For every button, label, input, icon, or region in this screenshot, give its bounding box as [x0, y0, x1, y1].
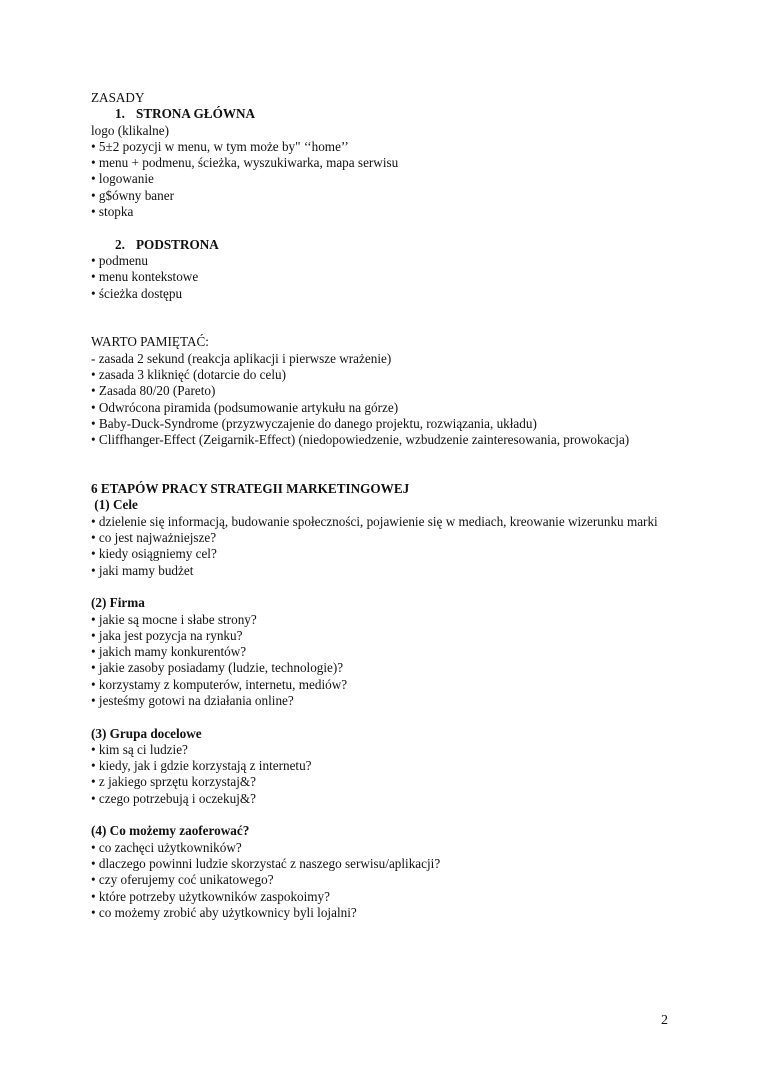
home-item-login: • logowanie — [91, 171, 154, 187]
home-item-menu-submenu: • menu + podmenu, ścieżka, wyszukiwarka, mapa serwisu — [91, 155, 399, 171]
spacer — [91, 579, 669, 595]
home-item-footer: • stopka — [91, 204, 134, 220]
target-group-heading: (3) Grupa docelowe — [91, 725, 202, 741]
strategy-heading: 6 ETAPÓW PRACY STRATEGII MARKETINGOWEJ — [91, 481, 410, 497]
spacer — [91, 302, 669, 335]
home-item-menu-count: • 5±2 pozycji w menu, w tym może by" ‘‘home’’ — [91, 138, 349, 154]
company-item-strengths: • jakie są mocne i słabe strony? — [91, 611, 257, 627]
subpage-item-breadcrumb: • ścieżka dostępu — [91, 285, 183, 301]
remember-item-2-seconds: - zasada 2 sekund (reakcja aplikacji i pierwsze wrażenie) — [91, 350, 392, 366]
subpage-item-submenu: • podmenu — [91, 252, 148, 268]
company-item-computers: • korzystamy z komputerów, internetu, mediów? — [91, 676, 348, 692]
target-item-when-how: • kiedy, jak i gdzie korzystają z internetu? — [91, 758, 312, 774]
offer-item-unique: • czy oferujemy coć unikatowego? — [91, 872, 274, 888]
home-heading — [91, 106, 669, 122]
spacer — [91, 709, 669, 725]
spacer — [91, 220, 669, 236]
company-item-online-ready: • jesteśmy gotowi na działania online? — [91, 692, 294, 708]
home-heading-number: 1. — [115, 106, 125, 122]
spacer — [91, 807, 669, 823]
goals-heading: (1) Cele — [91, 497, 138, 513]
remember-item-pyramid: • Odwrócona piramida (podsumowanie artykułu na górze) — [91, 399, 399, 415]
home-heading-text: STRONA GŁÓWNA — [136, 106, 256, 122]
remember-item-pareto: • Zasada 80/20 (Pareto) — [91, 383, 216, 399]
goals-item-sharing: • dzielenie się informacją, budowanie społeczności, pojawienie się w mediach, kreowanie wizerunku marki — [91, 513, 658, 529]
home-item-logo: logo (klikalne) — [91, 122, 170, 138]
company-item-competitors: • jakich mamy konkurentów? — [91, 644, 247, 660]
company-heading: (2) Firma — [91, 595, 145, 611]
subpage-item-context-menu: • menu kontekstowe — [91, 269, 199, 285]
target-item-who: • kim są ci ludzie? — [91, 741, 188, 757]
target-item-needs: • czego potrzebują i oczekuj&? — [91, 790, 256, 806]
subpage-heading-text: PODSTRONA — [136, 236, 219, 252]
page-number: 2 — [661, 1013, 668, 1028]
goals-item-most-important: • co jest najważniejsze? — [91, 530, 217, 546]
spacer — [91, 449, 669, 482]
goals-item-when: • kiedy osiągniemy cel? — [91, 546, 217, 562]
subpage-heading-number: 2. — [115, 236, 125, 252]
remember-item-cliffhanger: • Cliffhanger-Effect (Zeigarnik-Effect) (niedopowiedzenie, wzbudzenie zainteresowania, prowokacja) — [91, 432, 630, 448]
offer-item-encourage: • co zachęci użytkowników? — [91, 839, 242, 855]
rules-title: ZASADY — [91, 90, 145, 105]
document-page — [91, 90, 669, 921]
worth-remembering-heading: WARTO PAMIĘTAĆ: — [91, 334, 209, 350]
remember-item-baby-duck: • Baby-Duck-Syndrome (przyzwyczajenie do danego projektu, rozwiązania, układu) — [91, 415, 537, 431]
offer-item-needs-met: • które potrzeby użytkowników zaspokoimy? — [91, 888, 331, 904]
goals-item-budget: • jaki mamy budżet — [91, 562, 194, 578]
company-item-market-position: • jaka jest pozycja na rynku? — [91, 627, 243, 643]
offer-item-loyalty: • co możemy zrobić aby użytkownicy byli lojalni? — [91, 904, 357, 920]
offer-item-why-use: • dlaczego powinni ludzie skorzystać z naszego serwisu/aplikacji? — [91, 855, 441, 871]
home-item-banner: • g$ówny baner — [91, 187, 174, 203]
remember-item-3-clicks: • zasada 3 kliknięć (dotarcie do celu) — [91, 367, 287, 383]
target-item-hardware: • z jakiego sprzętu korzystaj&? — [91, 774, 257, 790]
offer-heading: (4) Co możemy zaoferować? — [91, 823, 250, 839]
company-item-resources: • jakie zasoby posiadamy (ludzie, technologie)? — [91, 660, 344, 676]
subpage-heading — [91, 237, 669, 253]
